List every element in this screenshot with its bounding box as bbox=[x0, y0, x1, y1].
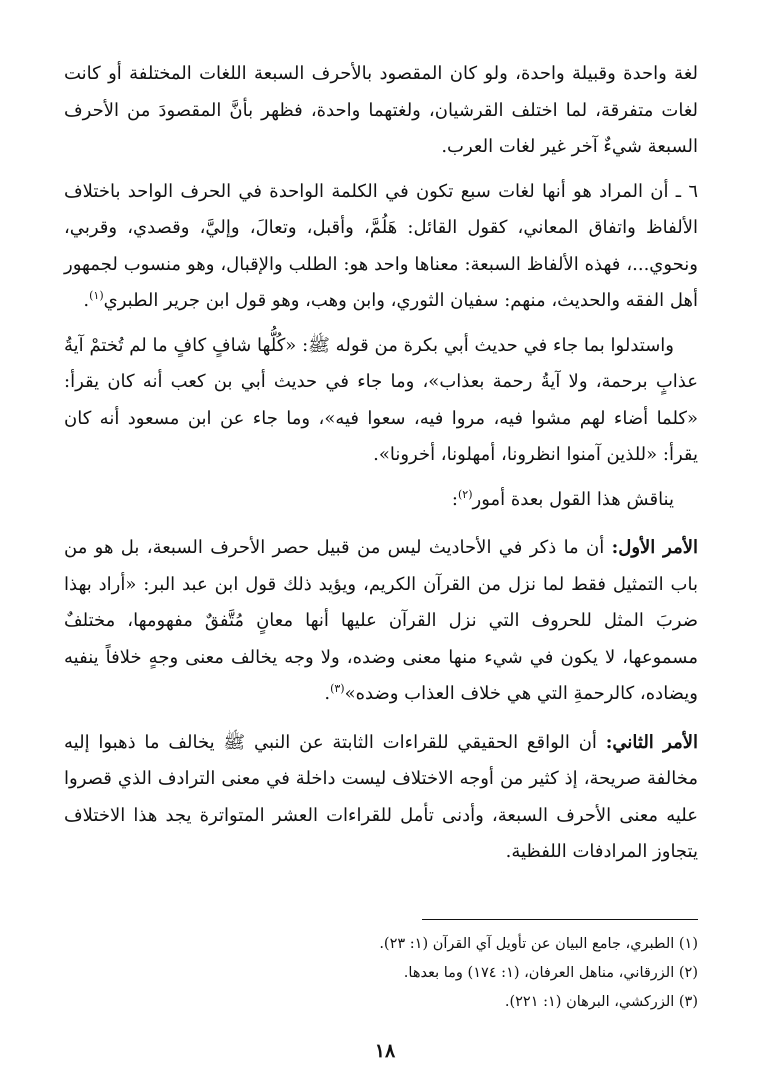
footnote-ref-3[interactable]: (٣) bbox=[330, 682, 345, 695]
footnote-ref-1[interactable]: (١) bbox=[89, 289, 104, 302]
paragraph-6 bbox=[64, 725, 698, 871]
footnote-ref-2[interactable]: (٢) bbox=[458, 487, 473, 501]
paragraph-4-text: يناقش هذا القول بعدة أمور bbox=[472, 488, 674, 510]
footnote-3: (٣) الزركشي، البرهان (١: ٢٢١). bbox=[504, 994, 698, 1010]
paragraph-5 bbox=[64, 530, 698, 713]
paragraph-3 bbox=[64, 328, 698, 474]
paragraph-4-end: : bbox=[451, 488, 458, 510]
paragraph-5-text: أن ما ذكر في الأحاديث ليس من قبيل حصر الأحرف السبعة، بل هو من باب التمثيل فقط لما نزل من القرآن الكريم، ويؤيد ذلك قول ابن عبد البر: «أراد بهذا ضربَ المثل للحروف التي نزل القرآن عليها أنها معانٍ مُتَّفقٌ مفهومها، مختلفٌ مسموعها، لا يكون في شيء منها معنى وضده، ولا وجه يخالف معنى وجهٍ خلافاً ينفيه ويضاده، كالرحمةِ التي هي خلاف العذاب وضده» bbox=[64, 537, 698, 704]
paragraph-1-text: لغة واحدة وقبيلة واحدة، ولو كان المقصود بالأحرف السبعة اللغات المختلفة أو كانت لغات متفرقة، لما اختلف القرشيان، ولغتهما واحدة، فظهر بأنَّ المقصودَ من الأحرف السبعة شيءٌ آخر غير لغات العرب. bbox=[64, 63, 698, 157]
footnotes bbox=[64, 930, 698, 1017]
paragraph-4 bbox=[64, 482, 698, 519]
footnote-divider bbox=[422, 919, 698, 920]
paragraph-1 bbox=[64, 56, 698, 166]
page-body bbox=[64, 56, 698, 871]
paragraph-5-end: . bbox=[324, 683, 331, 704]
paragraph-2-end: . bbox=[83, 290, 90, 311]
page-number: ١٨ bbox=[374, 1040, 396, 1062]
footnote-2: (٢) الزرقاني، مناهل العرفان، (١: ١٧٤) وما بعدها. bbox=[403, 965, 698, 981]
paragraph-6-text: أن الواقع الحقيقي للقراءات الثابتة عن النبي ﷺ يخالف ما ذهبوا إليه مخالفة صريحة، إذ كثير من أوجه الاختلاف ليست داخلة في معنى الترادف الذي قصروا عليه معنى الأحرف السبعة، وأدنى تأمل للقراءات العشر المتواترة يجد هذا الاختلاف يتجاوز المرادفات اللفظية. bbox=[64, 731, 698, 862]
second-point-label: الأمر الثاني: bbox=[605, 731, 699, 753]
first-point-label: الأمر الأول: bbox=[611, 537, 698, 558]
paragraph-2-text: ٦ ـ أن المراد هو أنها لغات سبع تكون في الكلمة الواحدة في الحرف الواحد باختلاف الألفاظ واتفاق المعاني، كقول القائل: هَلُمَّ، وأقبل، وتعالَ، وإليَّ، وقصدي، وقربي، ونحوي...، فهذه الألفاظ السبعة: معناها واحد هو: الطلب والإقبال، وهو منسوب لجمهور أهل الفقه والحديث، منهم: سفيان الثوري، وابن وهب، وهو قول ابن جرير الطبري bbox=[64, 180, 698, 311]
paragraph-3-text: واستدلوا بما جاء في حديث أبي بكرة من قوله ﷺ: «كُلُّها شافٍ كافٍ ما لم تُختمْ آيةُ عذابٍ برحمة، ولا آيةُ رحمة بعذاب»، وما جاء في حديث أبي بن كعب أنه كان يقرأ: «كلما أضاء لهم مشوا فيه، مروا فيه، سعوا فيه»، وما جاء عن ابن مسعود أنه كان يقرأ: «للذين آمنوا انظرونا، أمهلونا، أخرونا». bbox=[64, 334, 698, 465]
paragraph-2 bbox=[64, 174, 698, 320]
footnote-1: (١) الطبري، جامع البيان عن تأويل آي القرآن (١: ٢٣). bbox=[379, 936, 698, 952]
